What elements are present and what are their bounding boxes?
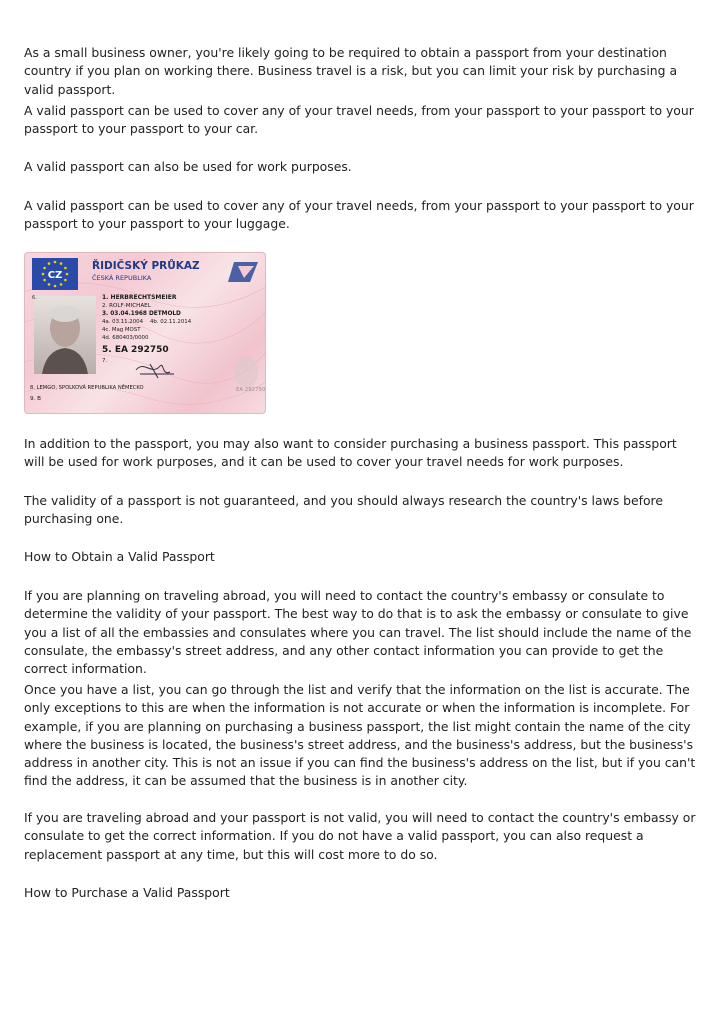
paragraph-business-passport: In addition to the passport, you may also want to consider purchasing a business passport. This passport will be used for work purposes, and it can be used to cover your travel needs for work purposes. — [24, 436, 677, 470]
paragraph-luggage: A valid passport can be used to cover any of your travel needs, from your passport to your passport to your passport to your passport to your luggage. — [24, 198, 694, 232]
field-authority: 4c. Mag MOST — [102, 327, 141, 333]
field-id: 4d. 680403/0000 — [102, 335, 149, 341]
field-birth: 3. 03.04.1968 DETMOLD — [102, 311, 181, 317]
licence-subtitle: ČESKÁ REPUBLIKA — [92, 274, 152, 282]
field-expiry-date: 4b. 02.11.2014 — [150, 319, 192, 325]
paragraph-invalid-passport: If you are traveling abroad and your passport is not valid, you will need to contact the country's embassy or consulate to get the correct information. If you do not have a valid passport, you can also request a replacement passport at any time, but this will cost more to do so. — [24, 810, 696, 862]
signature-mark — [136, 364, 174, 378]
field-licence-number: 5. EA 292750 — [102, 345, 169, 355]
emblem-icon — [228, 262, 258, 282]
paragraph-embassy: If you are planning on traveling abroad, you will need to contact the country's embassy or consulate to determine the validity of your passport. The best way to do that is to ask the embassy or consulate to give you a list of all the embassies and consulates where you can travel. The list should include the name of the consulate, the embassy's street address, and any other contact information you can provide to get the correct information. — [24, 588, 692, 677]
country-code: CZ — [47, 270, 63, 281]
licence-title: ŘIDIČSKÝ PRŮKAZ — [92, 260, 200, 272]
paragraph-work: A valid passport can also be used for work purposes. — [24, 159, 352, 174]
field-given-name: 2. ROLF-MICHAEL — [102, 303, 151, 309]
driving-licence-image — [24, 252, 266, 414]
field-issue-date: 4a. 03.11.2004 — [102, 319, 144, 325]
ghost-photo — [234, 356, 258, 388]
heading-purchase: How to Purchase a Valid Passport — [24, 885, 230, 900]
paragraph-intro: As a small business owner, you're likely going to be required to obtain a passport from your destination country if you plan on working there. Business travel is a risk, but you can limit your risk by purchasing a valid passport. — [24, 45, 678, 97]
paragraph-verify-list: Once you have a list, you can go through the list and verify that the information on the list is accurate. The only exceptions to this are when the information is not accurate or when the information is incomplete. For example, if you are planning on purchasing a business passport, the list might contain the name of the city where the business is located, the business's street address, and the business's address, but the business's address in another city. This is not an issue if you can find the business's address on the list, but if you can't find the address, it can be assumed that the business is in another city. — [24, 682, 696, 789]
heading-obtain: How to Obtain a Valid Passport — [24, 549, 215, 564]
svg-text:6.: 6. — [32, 295, 37, 301]
field-categories: 9. B — [30, 396, 41, 402]
svg-text:7.: 7. — [102, 358, 108, 364]
paragraph-car: A valid passport can be used to cover any of your travel needs, from your passport to your passport to your passport to your passport to your car. — [24, 103, 694, 137]
paragraph-validity: The validity of a passport is not guaranteed, and you should always research the country's laws before purchasing one. — [24, 493, 663, 527]
ghost-number: EA 292750 — [236, 387, 266, 393]
field-residence: 8. LEMGO, SPOLKOVÁ REPUBLIKA NĚMECKO — [30, 385, 144, 391]
field-surname: 1. HERBRECHTSMEIER — [102, 294, 177, 301]
